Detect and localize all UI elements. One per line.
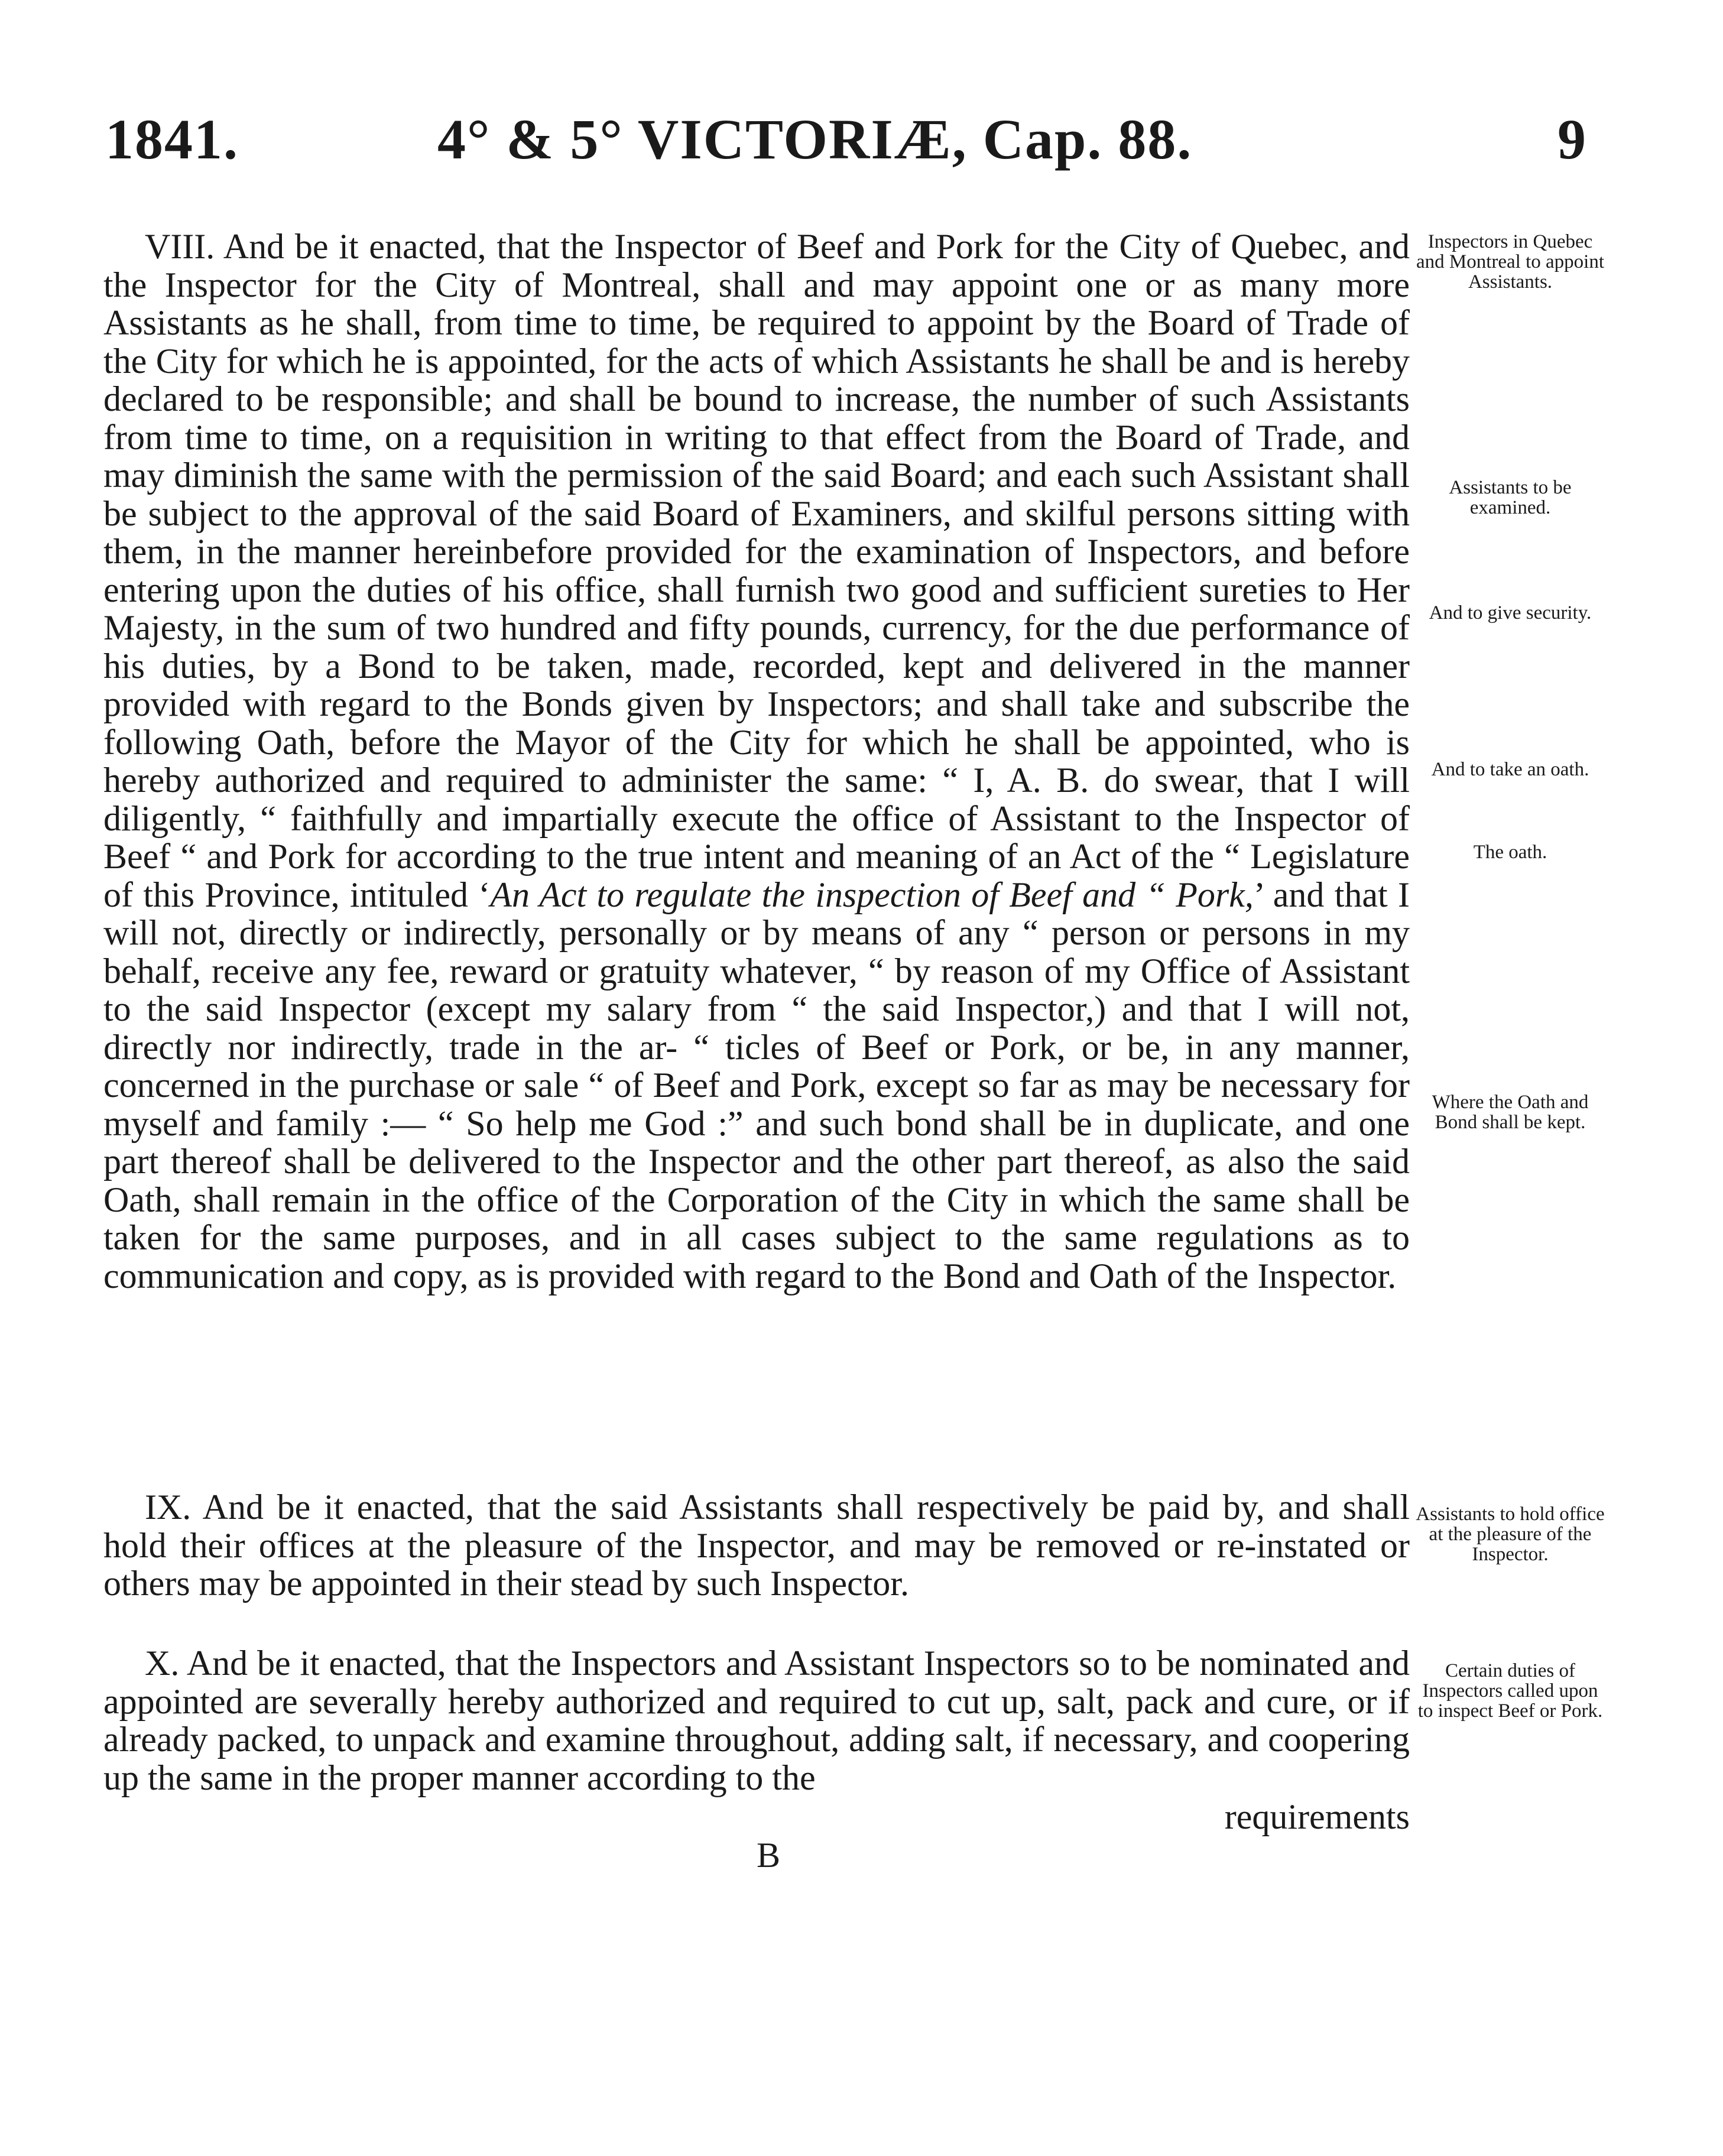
section-ix-paragraph: IX. And be it enacted, that the said Assistants shall respectively be paid by, and shall hold their offices at the pleasure of the Inspector, and may be removed or re-instated or others may be appointed in their stead by such Inspector. xyxy=(103,1488,1410,1603)
act-title: An Act to regulate the inspection of Beef and “ Pork, xyxy=(490,875,1254,914)
margin-note: And to give security. xyxy=(1429,602,1592,624)
margin-note: And to take an oath. xyxy=(1431,759,1589,780)
header-year: 1841. xyxy=(105,108,239,171)
header-title: 4° & 5° VICTORIÆ, Cap. 88. xyxy=(437,108,1193,171)
margin-note: The oath. xyxy=(1473,842,1547,863)
margin-note: Assistants to be examined. xyxy=(1449,477,1572,518)
section-x xyxy=(103,1644,1410,1797)
section-viii xyxy=(103,228,1410,1295)
section-viii-paragraph xyxy=(103,228,1410,1295)
page-number: 9 xyxy=(1557,108,1586,171)
section-viii-text-a: VIII. And be it enacted, that the Inspector of Beef and Pork for the City of Quebec, and the Inspector for the City of Montreal, shall and may appoint one or as many more Assistants as he shall, from time to time, be required to appoint by the Board of Trade of the City for which he is appointed, for the acts of which Assistants he shall be and is hereby declared to be responsible; and shall be bound to increase, the number of such Assistants from time to time, on a requisition in writing to that effect from the Board of Trade, and may diminish the same with the permission of the said Board; and each such Assistant shall be subject to the approval of the said Board of Examiners, and skilful persons sitting with them, in the manner hereinbefore provided for the examination of Inspectors, and before entering upon the duties of his office, shall furnish two good and sufficient sureties to Her Majesty, in the sum of two hundred and fifty pounds, currency, for the due performance of his duties, by a Bond to be taken, made, recorded, kept and delivered in the manner provided with regard to the Bonds given by Inspectors; and shall take and subscribe the following Oath, before the Mayor of the City for which he shall be appointed, who is hereby authorized and required to administer the same: “ I, A. B. do swear, that I will diligently, “ faithfully and impartially execute the office of Assistant to the Inspector of Beef “ and Pork for according to the true intent and meaning of an Act of the “ Legislature of this Province, intituled ‘ xyxy=(103,227,1410,914)
section-viii-text-b: ’ and that I will not, directly or indirectly, personally or by means of any “ person or persons in my behalf, receive any fee, reward or gratuity whatever, “ by reason of my Office of Assistant to the said Inspector (except my salary from “ the said Inspector,) and that I will not, directly nor indirectly, trade in the ar- “ ticles of Beef or Pork, or be, in any manner, concerned in the purchase or sale “ of Beef and Pork, except so far as may be necessary for myself and family :— “ So help me God :” and such bond shall be in duplicate, and one part thereof shall be delivered to the Inspector and the other part thereof, as also the said Oath, shall remain in the office of the Corporation of the City in which the same shall be taken for the same purposes, and in all cases subject to the same regulations as to communication and copy, as is provided with regard to the Bond and Oath of the Inspector. xyxy=(103,875,1410,1295)
catchword: requirements xyxy=(1224,1797,1410,1836)
signature-mark: B xyxy=(757,1836,781,1875)
margin-note: Inspectors in Quebec and Montreal to appoint Assistants. xyxy=(1416,231,1604,293)
section-ix xyxy=(103,1488,1410,1603)
margin-note: Where the Oath and Bond shall be kept. xyxy=(1432,1092,1589,1133)
section-x-paragraph: X. And be it enacted, that the Inspectors and Assistant Inspectors so to be nominated and appointed are severally hereby authorized and required to cut up, salt, pack and cure, or if already packed, to unpack and examine throughout, adding salt, if necessary, and coopering up the same in the proper manner according to the xyxy=(103,1644,1410,1797)
margin-note: Certain duties of Inspectors called upon to inspect Beef or Pork. xyxy=(1417,1660,1603,1722)
margin-note: Assistants to hold office at the pleasure of the Inspector. xyxy=(1416,1504,1605,1565)
